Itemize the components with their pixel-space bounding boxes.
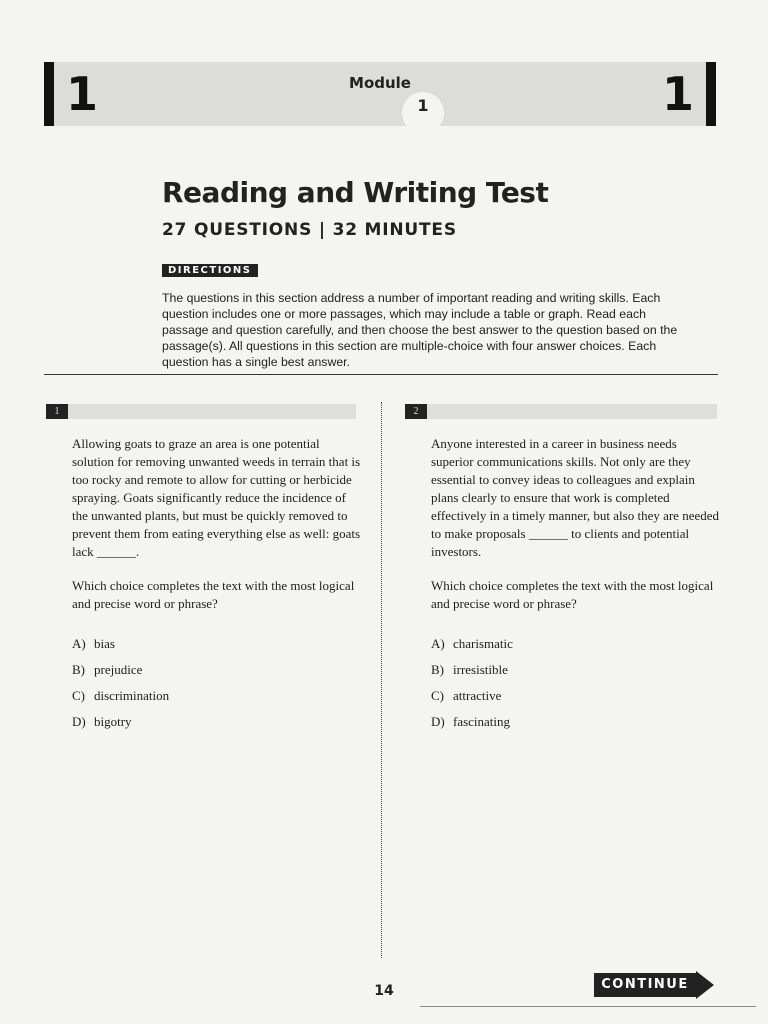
choice-text: prejudice xyxy=(94,662,143,677)
question-2-passage: Anyone interested in a career in business needs superior communications skills. Not only are they essential to convey ideas to colleagues and explain plans clearly to ensure that work is completed effectively in a timely manner, but also they are needed to make proposals ______ to clients and potential investors. xyxy=(431,436,720,559)
choice-text: charismatic xyxy=(453,636,513,651)
choice-letter: C) xyxy=(431,688,444,703)
choice-text: bigotry xyxy=(94,714,132,729)
test-title: Reading and Writing Test xyxy=(162,176,549,209)
question-2-header xyxy=(405,404,717,419)
question-1-choices xyxy=(72,635,362,731)
question-1-header xyxy=(46,404,356,419)
choice-2a[interactable] xyxy=(431,635,721,653)
choice-text: bias xyxy=(94,636,115,651)
banner-left-bar xyxy=(44,62,54,126)
choice-letter: D) xyxy=(431,714,445,729)
module-label: Module xyxy=(349,74,411,92)
question-2-choices xyxy=(431,635,721,731)
module-banner xyxy=(44,62,716,126)
page-number: 14 xyxy=(374,983,394,999)
choice-text: discrimination xyxy=(94,688,170,703)
footer-line xyxy=(420,1006,756,1007)
choice-letter: B) xyxy=(431,662,444,677)
choice-1b[interactable] xyxy=(72,661,362,679)
section-divider xyxy=(44,374,718,375)
choice-2d[interactable] xyxy=(431,713,721,731)
choice-text: irresistible xyxy=(453,662,508,677)
choice-letter: B) xyxy=(72,662,85,677)
continue-button[interactable] xyxy=(594,971,716,999)
directions-text: The questions in this section address a number of important reading and writing skills. Each question includes one or more passages, which may include a table or graph. Read each passage and question carefully, and then choose the best answer to the question based on the passage(s). All questions in this section are multiple-choice with four answer choices. Each question has a single best answer. xyxy=(162,291,678,369)
choice-1d[interactable] xyxy=(72,713,362,731)
question-1-passage: Allowing goats to graze an area is one potential solution for removing unwanted weeds in terrain that is too rocky and remote to allow for cutting or herbicide spraying. Goats significantly reduce the incidence of the unwanted plants, but must be quickly removed to prevent them from eating everything else as well: goats lack ______. xyxy=(72,436,361,559)
banner-left-number: 1 xyxy=(66,67,99,121)
test-subtitle: 27 QUESTIONS | 32 MINUTES xyxy=(162,220,457,240)
question-1 xyxy=(72,435,362,739)
choice-1c[interactable] xyxy=(72,687,362,705)
choice-2b[interactable] xyxy=(431,661,721,679)
banner-right-number: 1 xyxy=(661,67,694,121)
question-2 xyxy=(431,435,721,739)
question-1-number: 1 xyxy=(46,404,68,419)
choice-letter: A) xyxy=(72,636,86,651)
choice-letter: C) xyxy=(72,688,85,703)
directions-badge: DIRECTIONS xyxy=(162,264,258,277)
choice-letter: D) xyxy=(72,714,86,729)
choice-1a[interactable] xyxy=(72,635,362,653)
question-2-number: 2 xyxy=(405,404,427,419)
choice-text: attractive xyxy=(453,688,502,703)
choice-text: fascinating xyxy=(453,714,511,729)
module-number: 1 xyxy=(402,92,444,134)
column-divider xyxy=(381,402,382,958)
choice-2c[interactable] xyxy=(431,687,721,705)
question-1-prompt: Which choice completes the text with the most logical and precise word or phrase? xyxy=(72,578,355,611)
continue-label: CONTINUE xyxy=(601,977,689,992)
banner-right-bar xyxy=(706,62,716,126)
question-2-prompt: Which choice completes the text with the most logical and precise word or phrase? xyxy=(431,578,714,611)
choice-letter: A) xyxy=(431,636,445,651)
